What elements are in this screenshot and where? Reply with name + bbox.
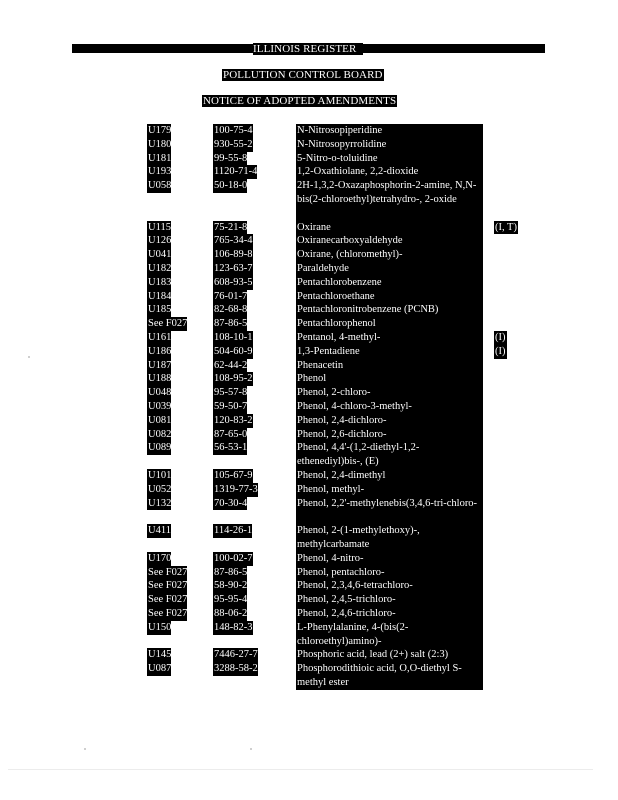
- cas-number-cell: 82-68-8: [214, 304, 248, 316]
- cas-number-cell: 70-30-4: [214, 497, 248, 509]
- table-row: [0, 345, 618, 359]
- waste-code-cell: U145: [148, 649, 172, 661]
- substance-name-cell: Phenol, 2,4,5-trichloro-: [296, 593, 483, 607]
- substance-name-cell: 2H-1,3,2-Oxazaphosphorin-2-amine, N,N-bis(2-chloroethyl)tetrahydro-, 2-oxide: [296, 179, 483, 220]
- waste-code-cell: U184: [148, 290, 172, 302]
- substance-name-cell: Phenol: [296, 372, 483, 386]
- waste-code-cell: U089: [148, 442, 172, 454]
- cas-number-cell: 765-34-4: [214, 235, 253, 247]
- table-row: [0, 662, 618, 690]
- cas-number-cell: 108-10-1: [214, 332, 253, 343]
- waste-code-cell: See F027: [148, 318, 188, 330]
- substance-name-cell: Oxirane: [296, 221, 483, 235]
- scan-speck: [84, 748, 86, 750]
- substance-name-cell: Oxirane, (chloromethyl)-: [296, 248, 483, 262]
- substance-name-cell: 5-Nitro-o-toluidine: [296, 152, 483, 166]
- substance-name-cell: N-Nitrosopiperidine: [296, 124, 483, 138]
- table-row: [0, 386, 618, 400]
- waste-code-cell: U081: [148, 414, 172, 426]
- cas-number-cell: 75-21-8: [214, 221, 248, 233]
- waste-code-cell: U132: [148, 497, 172, 509]
- cas-number-cell: 76-01-7: [214, 290, 248, 302]
- cas-number-cell: 59-50-7: [214, 401, 248, 412]
- cas-number-cell: 504-60-9: [214, 345, 253, 357]
- board-name: POLLUTION CONTROL BOARD: [223, 69, 383, 81]
- waste-code-cell: U126: [148, 235, 172, 247]
- waste-code-cell: U179: [148, 125, 172, 136]
- waste-code-cell: U041: [148, 249, 172, 261]
- table-row: [0, 483, 618, 497]
- substance-name-cell: Phenol, 2,4-dichloro-: [296, 414, 483, 428]
- cas-number-cell: 7446-27-7: [214, 649, 258, 661]
- substance-name-cell: 1,3-Pentadiene: [296, 345, 483, 359]
- substance-name-cell: Phenol, 4-chloro-3-methyl-: [296, 400, 483, 414]
- substance-name-cell: Phenacetin: [296, 359, 483, 373]
- substance-name-cell: Phenol, 2,4-dimethyl: [296, 469, 483, 483]
- waste-code-cell: U082: [148, 428, 172, 440]
- table-row: [0, 317, 618, 331]
- cas-number-cell: 88-06-2: [214, 608, 248, 619]
- cas-number-cell: 87-65-0: [214, 428, 248, 440]
- table-row: [0, 165, 618, 179]
- waste-code-cell: U048: [148, 387, 172, 399]
- table-row: [0, 428, 618, 442]
- cas-number-cell: 50-18-0: [214, 180, 248, 192]
- table-row: [0, 552, 618, 566]
- substance-name-cell: N-Nitrosopyrrolidine: [296, 138, 483, 152]
- hazard-code-cell: (I): [495, 345, 506, 357]
- substance-name-cell: Pentachlorobenzene: [296, 276, 483, 290]
- cas-number-cell: 930-55-2: [214, 138, 253, 150]
- substance-name-cell: Phenol, 4,4'-(1,2-diethyl-1,2-ethenediyl)bis-, (E): [296, 441, 483, 469]
- cas-number-cell: 114-26-1: [214, 525, 253, 537]
- substance-name-cell: Phenol, 2-chloro-: [296, 386, 483, 400]
- table-row: [0, 497, 618, 525]
- table-row: [0, 331, 618, 345]
- cas-number-cell: 56-53-1: [214, 442, 248, 454]
- header-rule-right: [362, 44, 545, 53]
- table-row: [0, 441, 618, 469]
- table-row: [0, 524, 618, 552]
- table-row: [0, 303, 618, 317]
- substance-name-cell: L-Phenylalanine, 4-(bis(2-chloroethyl)amino)-: [296, 621, 483, 649]
- table-row: [0, 234, 618, 248]
- waste-code-cell: U087: [148, 663, 172, 675]
- waste-code-cell: U183: [148, 276, 172, 288]
- cas-number-cell: 1120-71-4: [214, 166, 258, 178]
- waste-code-cell: U187: [148, 359, 172, 371]
- hazard-code-cell: (I, T): [495, 221, 517, 233]
- substance-name-cell: Phenol, methyl-: [296, 483, 483, 497]
- hazard-code-cell: (I): [495, 332, 506, 343]
- waste-code-cell: See F027: [148, 566, 188, 578]
- substance-name-cell: Phenol, 2,4,6-trichloro-: [296, 607, 483, 621]
- waste-code-cell: U188: [148, 373, 172, 385]
- register-title: ILLINOIS REGISTER: [253, 43, 357, 55]
- table-row: [0, 372, 618, 386]
- header-rule-left: [72, 44, 253, 53]
- waste-code-cell: U161: [148, 332, 172, 343]
- waste-code-cell: U101: [148, 470, 172, 481]
- table-row: [0, 152, 618, 166]
- cas-number-cell: 3288-58-2: [214, 663, 258, 675]
- table-row: [0, 414, 618, 428]
- cas-number-cell: 87-86-5: [214, 318, 248, 330]
- waste-code-cell: U115: [148, 221, 171, 233]
- table-row: [0, 607, 618, 621]
- cas-number-cell: 105-67-9: [214, 470, 253, 481]
- table-row: [0, 359, 618, 373]
- cas-number-cell: 95-57-8: [214, 387, 248, 399]
- substance-name-cell: Phenol, 2,2'-methylenebis(3,4,6-tri-chloro-: [296, 497, 483, 525]
- scan-speck: [28, 356, 30, 358]
- cas-number-cell: 100-75-4: [214, 125, 253, 136]
- substance-name-cell: Phenol, 4-nitro-: [296, 552, 483, 566]
- substance-name-cell: Phenol, pentachloro-: [296, 566, 483, 580]
- cas-number-cell: 1319-77-3: [214, 483, 258, 495]
- cas-number-cell: 95-95-4: [214, 594, 248, 606]
- table-row: [0, 566, 618, 580]
- substance-name-cell: Phenol, 2,3,4,6-tetrachloro-: [296, 579, 483, 593]
- cas-number-cell: 123-63-7: [214, 263, 253, 274]
- substance-name-cell: 1,2-Oxathiolane, 2,2-dioxide: [296, 165, 483, 179]
- waste-code-cell: U181: [148, 152, 172, 164]
- cas-number-cell: 99-55-8: [214, 152, 248, 164]
- waste-code-cell: U185: [148, 304, 172, 316]
- waste-code-cell: U058: [148, 180, 172, 192]
- table-row: [0, 400, 618, 414]
- cas-number-cell: 148-82-3: [214, 621, 253, 633]
- cas-number-cell: 58-90-2: [214, 580, 248, 592]
- table-row: [0, 276, 618, 290]
- substance-name-cell: Pentachloroethane: [296, 290, 483, 304]
- table-row: [0, 621, 618, 649]
- page-bottom-edge: [8, 769, 593, 770]
- scan-speck: [250, 748, 252, 750]
- table-row: [0, 290, 618, 304]
- table-row: [0, 648, 618, 662]
- waste-code-cell: U039: [148, 401, 172, 412]
- waste-code-cell: U180: [148, 138, 172, 150]
- table-row: [0, 469, 618, 483]
- cas-number-cell: 120-83-2: [214, 414, 253, 426]
- substance-name-cell: Paraldehyde: [296, 262, 483, 276]
- table-row: [0, 179, 618, 220]
- substance-name-cell: Oxiranecarboxyaldehyde: [296, 234, 483, 248]
- substance-name-cell: Phosphoric acid, lead (2+) salt (2:3): [296, 648, 483, 662]
- waste-code-cell: See F027: [148, 594, 188, 606]
- waste-code-cell: U170: [148, 552, 172, 564]
- cas-number-cell: 100-02-7: [214, 552, 253, 564]
- waste-code-cell: U150: [148, 621, 172, 633]
- table-row: [0, 124, 618, 138]
- cas-number-cell: 108-95-2: [214, 373, 253, 385]
- waste-code-cell: U182: [148, 263, 172, 274]
- waste-code-cell: See F027: [148, 580, 188, 592]
- waste-code-cell: U052: [148, 483, 172, 495]
- notice-title: NOTICE OF ADOPTED AMENDMENTS: [203, 95, 397, 107]
- table-row: [0, 579, 618, 593]
- table-row: [0, 262, 618, 276]
- table-row: [0, 221, 618, 235]
- cas-number-cell: 62-44-2: [214, 359, 248, 371]
- substance-name-cell: Phenol, 2,6-dichloro-: [296, 428, 483, 442]
- cas-number-cell: 106-89-8: [214, 249, 253, 261]
- cas-number-cell: 608-93-5: [214, 276, 253, 288]
- table-row: [0, 248, 618, 262]
- waste-code-cell: U186: [148, 345, 172, 357]
- substance-name-cell: Pentachloronitrobenzene (PCNB): [296, 303, 483, 317]
- table-row: [0, 138, 618, 152]
- waste-code-cell: See F027: [148, 608, 188, 619]
- waste-code-cell: U193: [148, 166, 172, 178]
- substance-name-cell: Pentachlorophenol: [296, 317, 483, 331]
- substance-name-cell: Pentanol, 4-methyl-: [296, 331, 483, 345]
- table-row: [0, 593, 618, 607]
- waste-code-cell: U411: [148, 525, 171, 537]
- substance-name-cell: Phenol, 2-(1-methylethoxy)-, methylcarbamate: [296, 524, 483, 552]
- cas-number-cell: 87-86-5: [214, 566, 248, 578]
- substance-name-cell: Phosphorodithioic acid, O,O-diethyl S-methyl ester: [296, 662, 483, 690]
